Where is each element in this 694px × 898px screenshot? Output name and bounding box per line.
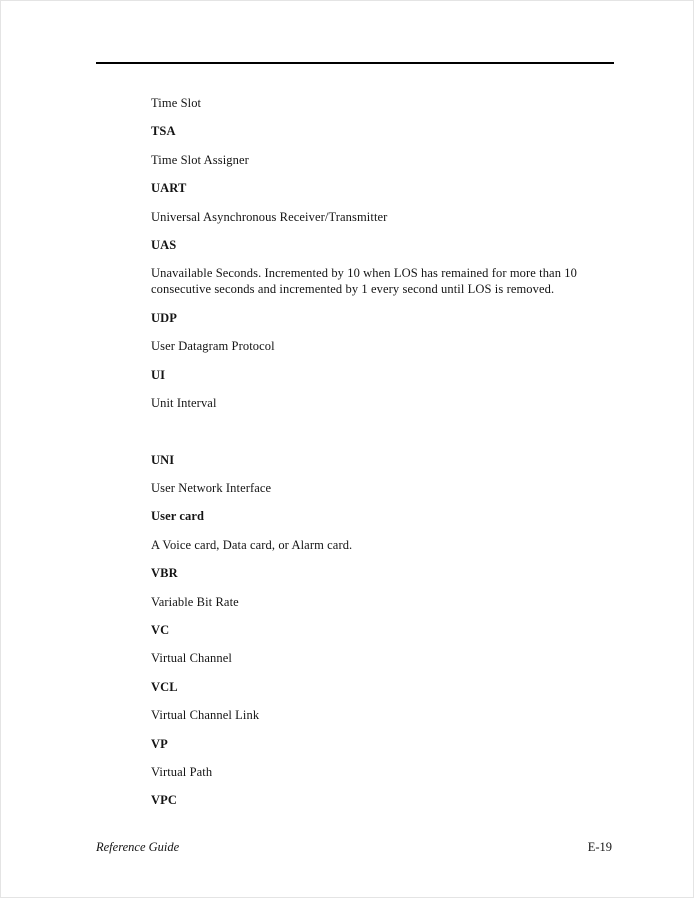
glossary-definition: User Network Interface [151, 481, 272, 496]
glossary-term: VPC [151, 793, 177, 808]
glossary-definition: User Datagram Protocol [151, 339, 275, 354]
glossary-term: TSA [151, 124, 176, 139]
glossary-term: VCL [151, 679, 178, 694]
footer-page-number: E-19 [587, 840, 612, 854]
glossary-definition: Virtual Channel [151, 651, 232, 666]
glossary-definition: Virtual Path [151, 764, 213, 779]
glossary-term: UDP [151, 310, 177, 325]
glossary-definition: A Voice card, Data card, or Alarm card. [151, 537, 353, 552]
glossary-definition: Variable Bit Rate [151, 594, 239, 609]
glossary-term: UART [151, 181, 187, 196]
glossary-term: UNI [151, 452, 175, 467]
footer-document-title: Reference Guide [96, 840, 180, 854]
glossary-list [151, 95, 581, 821]
glossary-term: VBR [151, 566, 178, 581]
glossary-definition: Time Slot [151, 96, 202, 110]
page-footer [96, 839, 612, 855]
glossary-term: UI [151, 367, 166, 382]
glossary-definition: Unit Interval [151, 395, 217, 410]
glossary-definition: Time Slot Assigner [151, 152, 249, 167]
glossary-definition: Virtual Channel Link [151, 708, 260, 723]
glossary-spacer [151, 423, 581, 451]
glossary-term: UAS [151, 237, 177, 252]
glossary-term: User card [151, 509, 205, 524]
glossary-term: VP [151, 736, 168, 751]
glossary-term: VC [151, 623, 170, 638]
glossary-definition: Unavailable Seconds. Incremented by 10 when LOS has remained for more than 10 consecutive seconds and incremented by 1 every second until LOS is removed. [151, 266, 577, 297]
glossary-definition: Universal Asynchronous Receiver/Transmitter [151, 209, 388, 224]
header-rule [96, 62, 614, 64]
